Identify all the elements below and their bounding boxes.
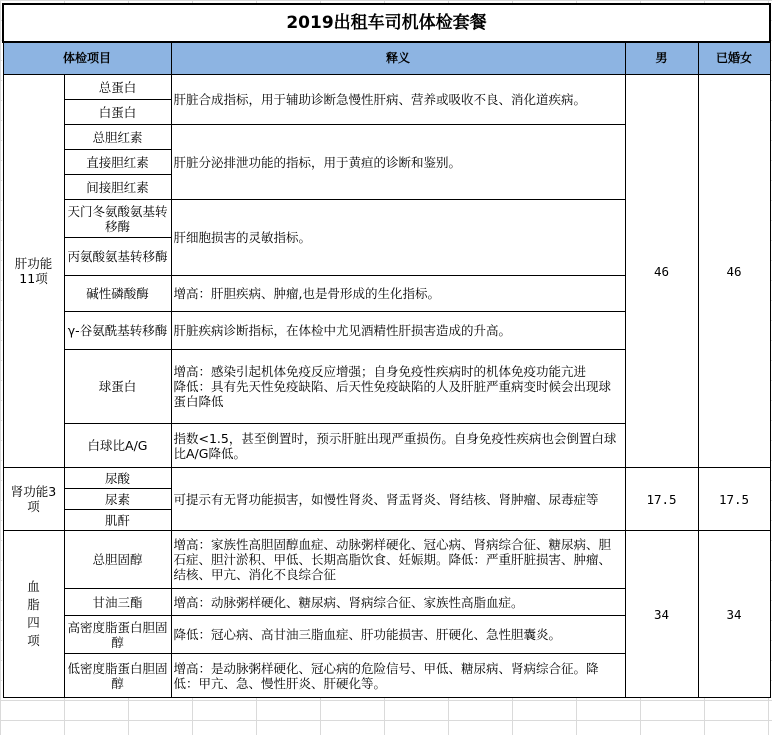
liver-desc: 增高：肝胆疾病、肿瘤,也是骨形成的生化指标。 [171,276,625,312]
liver-desc: 增高：感染引起机体免疫反应增强；自身免疫性疾病时的机体免疫功能亢进 降低：具有先天性免疫缺陷、后天性免疫缺陷的人及肝脏严重病变时候会出现球蛋白降低 [171,350,625,424]
liver-label-line2: 11项 [19,271,48,286]
header-married-female: 已婚女 [698,42,770,75]
liver-item: 间接胆红素 [64,175,171,200]
kidney-price-male: 17.5 [625,468,698,531]
kidney-item: 尿素 [64,489,171,510]
lipid-desc: 增高：是动脉粥样硬化、冠心病的危险信号、甲低、糖尿病、肾病综合征。降低：甲亢、急、慢性肝炎、肝硬化等。 [171,654,625,698]
liver-item: 白球比A/G [64,424,171,468]
lipid-item: 甘油三酯 [64,589,171,616]
liver-desc: 肝细胞损害的灵敏指标。 [171,200,625,276]
liver-price-female: 46 [698,75,770,468]
table-title: 2019出租车司机体检套餐 [3,4,770,42]
liver-desc: 肝脏合成指标，用于辅助诊断急慢性肝病、营养或吸收不良、消化道疾病。 [171,75,625,125]
lipid-desc: 增高：家族性高胆固醇血症、动脉粥样硬化、冠心病、肾病综合征、糖尿病、胆石症、胆汁淤积、甲低、长期高脂饮食、妊娠期。降低：严重肝脏损害、肿瘤、结核、甲亢、消化不良综合征 [171,531,625,589]
lipid-item: 高密度脂蛋白胆固醇 [64,616,171,654]
liver-desc: 肝脏疾病诊断指标，在体检中尤见酒精性肝损害造成的升高。 [171,312,625,350]
liver-label-line1: 肝功能 [14,256,53,271]
liver-item: γ-谷氨酰基转移酶 [64,312,171,350]
kidney-group-label [3,468,64,531]
lipid-group-label [3,531,64,698]
header-item: 体检项目 [3,42,171,75]
liver-desc: 肝脏分泌排泄功能的指标，用于黄疸的诊断和鉴别。 [171,125,625,200]
liver-desc: 指数<1.5，甚至倒置时，预示肝脏出现严重损伤。自身免疫性疾病也会倒置白球比A/G降低。 [171,424,625,468]
liver-item: 天门冬氨酸氨基转移酶 [64,200,171,238]
lipid-price-female: 34 [698,531,770,698]
header-male: 男 [625,42,698,75]
liver-item: 总蛋白 [64,75,171,100]
lipid-label-char: 项 [27,633,40,648]
lipid-desc: 降低：冠心病、高甘油三脂血症、肝功能损害、肝硬化、急性胆囊炎。 [171,616,625,654]
lipid-desc: 增高：动脉粥样硬化、糖尿病、肾病综合征、家族性高脂血症。 [171,589,625,616]
kidney-label-line2: 项 [27,499,40,514]
lipid-price-male: 34 [625,531,698,698]
kidney-item: 肌酐 [64,510,171,531]
kidney-item: 尿酸 [64,468,171,489]
lipid-item: 总胆固醇 [64,531,171,589]
liver-item: 总胆红素 [64,125,171,150]
liver-price-male: 46 [625,75,698,468]
lipid-item: 低密度脂蛋白胆固醇 [64,654,171,698]
header-desc: 释义 [171,42,625,75]
lipid-label-char: 四 [27,615,40,630]
lipid-label-char: 脂 [27,597,40,612]
liver-item: 直接胆红素 [64,150,171,175]
lipid-label-char: 血 [27,579,40,594]
liver-group-label [3,75,64,468]
kidney-desc: 可提示有无肾功能损害，如慢性肾炎、肾盂肾炎、肾结核、肾肿瘤、尿毒症等 [171,468,625,531]
exam-package-table [2,3,771,698]
liver-item: 球蛋白 [64,350,171,424]
kidney-price-female: 17.5 [698,468,770,531]
liver-item: 白蛋白 [64,100,171,125]
liver-item: 丙氨酸氨基转移酶 [64,238,171,276]
liver-item: 碱性磷酸酶 [64,276,171,312]
kidney-label-line1: 肾功能3 [10,484,57,499]
